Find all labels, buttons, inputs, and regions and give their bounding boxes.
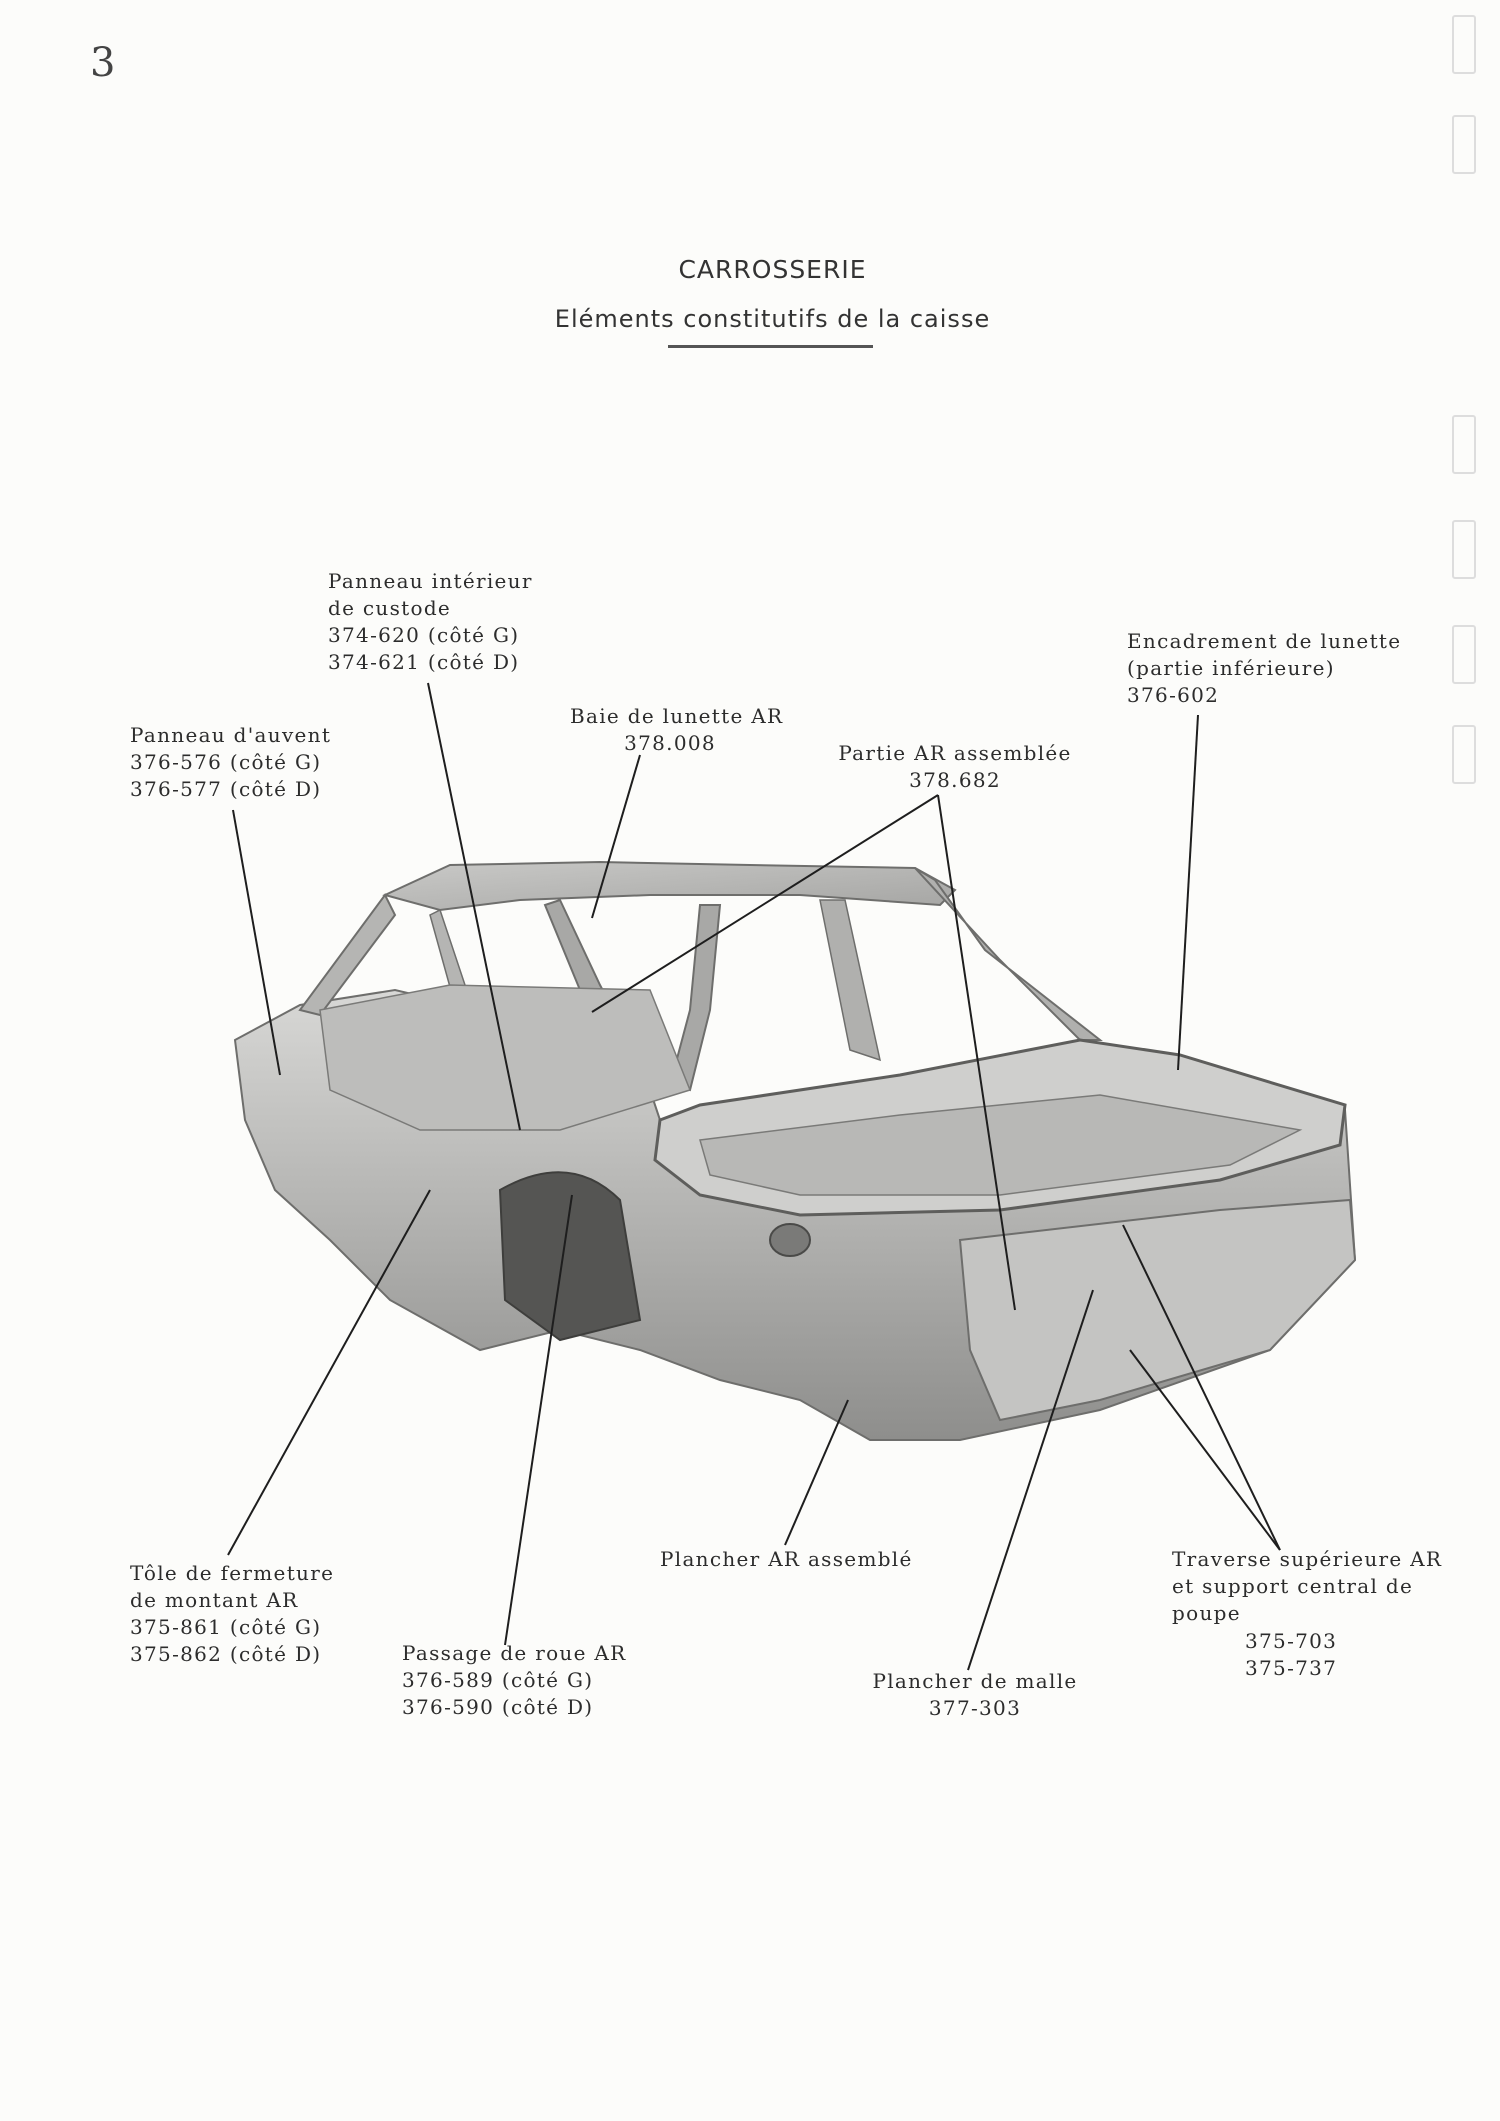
label-traverse xyxy=(1172,1546,1442,1627)
label-line: Panneau d'auvent xyxy=(130,723,332,747)
label-line: 376-602 xyxy=(1127,683,1220,707)
label-baie-lunette xyxy=(570,703,784,757)
label-encadrement xyxy=(1127,628,1401,709)
label-line: 375-861 (côté G) xyxy=(130,1615,322,1639)
leader-partie-ar-1 xyxy=(592,795,938,1012)
leader-encadrement xyxy=(1178,715,1198,1070)
label-line: Tôle de fermeture xyxy=(130,1561,335,1585)
label-line: 378.682 xyxy=(909,768,1001,792)
right-window-frame xyxy=(820,900,880,1060)
leader-tole-fermeture xyxy=(228,1190,430,1555)
label-line: 375-737 xyxy=(1245,1656,1338,1680)
label-line: 378.008 xyxy=(624,731,716,755)
right-rear-pillar xyxy=(915,868,1100,1040)
label-line: Encadrement de lunette xyxy=(1127,629,1402,653)
label-traverse-refs xyxy=(1245,1628,1337,1682)
label-line: Plancher AR assemblé xyxy=(660,1547,913,1571)
label-line: 374-621 (côté D) xyxy=(328,650,520,674)
label-line: de custode xyxy=(328,596,452,620)
label-line: Panneau intérieur xyxy=(328,569,533,593)
label-partie-ar xyxy=(835,740,1075,794)
label-plancher-ar xyxy=(660,1546,913,1573)
label-passage-roue xyxy=(402,1640,627,1721)
label-line: Passage de roue AR xyxy=(402,1641,627,1665)
page-number: 3 xyxy=(90,40,116,86)
page-subtitle: Eléments constitutifs de la caisse xyxy=(554,305,991,333)
label-line: (partie inférieure) xyxy=(1127,656,1335,680)
label-line: 377-303 xyxy=(928,1696,1022,1720)
page-title: CARROSSERIE xyxy=(678,255,867,284)
label-line: 376-589 (côté G) xyxy=(402,1668,594,1692)
label-line: de montant AR xyxy=(130,1588,299,1612)
label-line: 376-577 (côté D) xyxy=(130,777,322,801)
label-plancher-malle xyxy=(865,1668,1085,1722)
leader-traverse-2 xyxy=(1130,1350,1280,1550)
label-panneau-interieur xyxy=(328,568,533,676)
label-line: Plancher de malle xyxy=(872,1669,1078,1693)
label-panneau-auvent xyxy=(130,722,331,803)
leader-plancher-ar xyxy=(785,1400,848,1545)
label-line: et support central de xyxy=(1172,1574,1414,1598)
label-line: 375-703 xyxy=(1245,1629,1338,1653)
label-line: Partie AR assemblée xyxy=(838,741,1072,765)
fuel-filler xyxy=(770,1224,810,1256)
label-tole-fermeture xyxy=(130,1560,334,1668)
label-line: 374-620 (côté G) xyxy=(328,623,520,647)
label-line: Traverse supérieure AR xyxy=(1172,1547,1443,1571)
label-line: 376-576 (côté G) xyxy=(130,750,322,774)
label-line: poupe xyxy=(1172,1601,1241,1625)
label-line: 375-862 (côté D) xyxy=(130,1642,322,1666)
label-line: 376-590 (côté D) xyxy=(402,1695,594,1719)
label-line: Baie de lunette AR xyxy=(570,704,784,728)
